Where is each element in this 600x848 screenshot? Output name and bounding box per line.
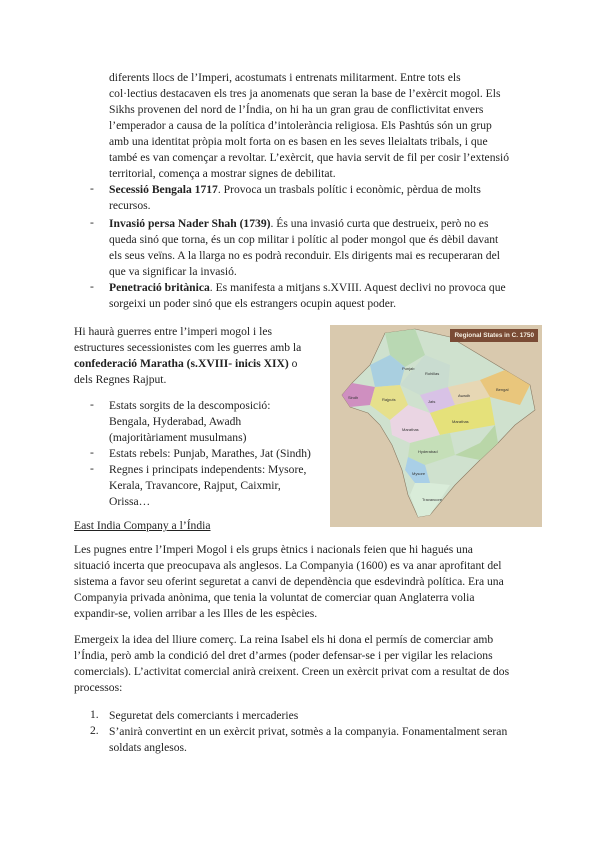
numbered-item bbox=[109, 708, 529, 724]
text-line: S’anirà convertint en un exèrcit privat, sotmès a la companyia. Fonamentalment seran bbox=[109, 725, 508, 738]
bullet-dash: - bbox=[90, 398, 94, 411]
text-line: queda sinó que torna, és un cop militar i polític al poder mongol que és dèbil davant bbox=[109, 233, 499, 246]
text-line: Orissa… bbox=[109, 495, 151, 508]
free-trade-paragraph bbox=[74, 632, 525, 696]
text-line: l’Índia, però amb la condició del dret d’armes (poder defensar-se i per vigilar les relacions bbox=[74, 649, 493, 662]
list-number: 1. bbox=[90, 708, 99, 721]
text-line: l’emperador a causa de la política d’intolerància religiosa. Els Pashtús són un grup bbox=[109, 119, 492, 132]
bullet-dash: - bbox=[90, 446, 94, 459]
bullet-item bbox=[109, 216, 525, 280]
bullet-text: . És una invasió curta que destrueix, però no es bbox=[270, 217, 489, 230]
bullet-item bbox=[109, 182, 525, 214]
bullet-dash: - bbox=[90, 462, 94, 475]
list-item bbox=[109, 462, 329, 510]
svg-text:Marathas: Marathas bbox=[402, 427, 419, 432]
svg-text:Rajputs: Rajputs bbox=[382, 397, 396, 402]
text-line: diferents llocs de l’Imperi, acostumats i entrenats militarment. Entre tots els bbox=[109, 71, 461, 84]
list-item bbox=[109, 446, 329, 462]
svg-text:Marathas: Marathas bbox=[452, 419, 469, 424]
text-line: soldats anglesos. bbox=[109, 741, 187, 754]
text-line: expandir-se, volien arribar a les Illes de les espècies. bbox=[74, 607, 318, 620]
list-item bbox=[109, 398, 324, 446]
section-title: East India Company a l’Índia bbox=[74, 519, 211, 532]
text-line: recursos. bbox=[109, 199, 151, 212]
svg-text:Sindh: Sindh bbox=[348, 395, 359, 400]
text-line: situació incerta que preocupava als anglesos. La Companyia (1600) es va anar aprofitant del bbox=[74, 559, 502, 572]
text-line: Regnes i principats independents: Mysore, bbox=[109, 463, 307, 476]
text-line: sistema a favor seu oferint seguretat a canvi de dependència que esdevindrà política. Era una bbox=[74, 575, 504, 588]
text-line: Estats rebels: Punjab, Marathes, Jat (Sindh) bbox=[109, 447, 311, 460]
text-line: Estats sorgits de la descomposició: bbox=[109, 399, 271, 412]
text-line: Seguretat dels comerciants i mercaderies bbox=[109, 709, 299, 722]
bullet-dash: - bbox=[90, 216, 94, 229]
guerres-paragraph bbox=[74, 324, 322, 388]
text-line: col·lectius destacaven els tres ja anomenats que seran la base de l’exèrcit mogol. Els bbox=[109, 87, 501, 100]
numbered-item bbox=[109, 724, 527, 756]
svg-text:Bengal: Bengal bbox=[496, 387, 509, 392]
text-line: estructures secessionistes com les guerres amb la bbox=[74, 341, 302, 354]
text-line: dels Regnes Rajput. bbox=[74, 373, 167, 386]
text-line: comercials). L’activitat comercial anirà creixent. Creen un exèrcit privat com a resultat de dos bbox=[74, 665, 510, 678]
bullet-dash: - bbox=[90, 182, 94, 195]
text-span: o bbox=[288, 357, 298, 370]
text-line: amb una identitat pròpia molt forta on es basen en les seves lleialtats tribals, i que bbox=[109, 135, 488, 148]
text-line: Les pugnes entre l’Imperi Mogol i els grups ètnics i nacionals feien que hi hagués una bbox=[74, 543, 473, 556]
text-line: sorgeixi un poder sinó que els estrangers ocupin aquest poder. bbox=[109, 297, 396, 310]
intro-paragraph bbox=[109, 70, 525, 182]
svg-text:Punjab: Punjab bbox=[402, 366, 415, 371]
svg-text:Jats: Jats bbox=[428, 399, 436, 404]
text-line: Bengala, Hyderabad, Awadh bbox=[109, 415, 242, 428]
list-number: 2. bbox=[90, 724, 99, 737]
text-line: també es van començar a revoltar. L’exèrcit, que havia servit de fil per cosir l’extensió bbox=[109, 151, 510, 164]
text-line: Companyia privada anònima, que tenia la voluntat de comerciar quan Anglaterra volia bbox=[74, 591, 475, 604]
text-line: Emergeix la idea del lliure comerç. La reina Isabel els hi dona el permís de comerciar amb bbox=[74, 633, 494, 646]
text-line: Hi haurà guerres entre l’imperi mogol i les bbox=[74, 325, 272, 338]
svg-text:Awadh: Awadh bbox=[458, 393, 471, 398]
bullet-item bbox=[109, 280, 525, 312]
text-line: els seus veïns. A la llarga no es podrà reconduir. Els dirigents mai es recuperaran del bbox=[109, 249, 500, 262]
company-paragraph bbox=[74, 542, 525, 622]
text-line: Kerala, Travancore, Rajput, Caixmir, bbox=[109, 479, 281, 492]
text-line: territorial, comença a mostrar signes de debilitat. bbox=[109, 167, 336, 180]
bullet-text: . Es manifesta a mitjans s.XVIII. Aquest declivi no provoca que bbox=[209, 281, 506, 294]
svg-text:Rohillas: Rohillas bbox=[425, 371, 440, 376]
svg-text:Travancore: Travancore bbox=[422, 497, 443, 502]
india-map-graphic bbox=[330, 325, 542, 527]
bullet-heading: Invasió persa Nader Shah (1739) bbox=[109, 217, 271, 230]
svg-text:Mysore: Mysore bbox=[412, 471, 426, 476]
bullet-dash: - bbox=[90, 280, 94, 293]
svg-text:Hyderabad: Hyderabad bbox=[418, 449, 438, 454]
text-line: processos: bbox=[74, 681, 123, 694]
bullet-text: . Provoca un trasbals polític i econòmic, pèrdua de molts bbox=[217, 183, 481, 196]
text-line: (majoritàriament musulmans) bbox=[109, 431, 247, 444]
bullet-heading: Secessió Bengala 1717 bbox=[109, 183, 218, 196]
text-line: Sikhs provenen del nord de l’Índia, on hi ha un gran grau de conflictivitat envers bbox=[109, 103, 484, 116]
regional-states-map bbox=[330, 325, 542, 527]
map-legend-label: Regional States in C. 1750 bbox=[450, 329, 538, 342]
bold-term: confederació Maratha (s.XVIII- inicis XIX) bbox=[74, 357, 289, 370]
text-line: que va significar la invasió. bbox=[109, 265, 237, 278]
bullet-heading: Penetració britànica bbox=[109, 281, 210, 294]
